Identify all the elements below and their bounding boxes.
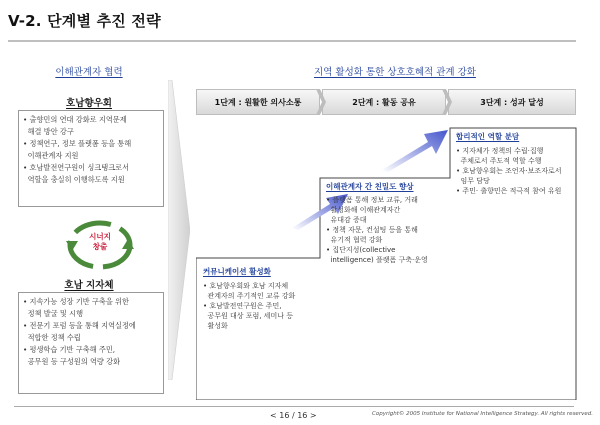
- copyright-text: Copyright© 2005 Institute for National Intelligence Strategy. All rights reserved.: [372, 411, 593, 417]
- step-3-bar: 3단계 : 성과 달성: [448, 89, 576, 115]
- stage-2-heading: 이해관계자 간 친밀도 향상: [326, 182, 414, 191]
- page-number: < 16 / 16 >: [270, 411, 317, 420]
- step-separator-icon: [316, 89, 326, 115]
- step-1-bar: 1단계 : 원활한 의사소통: [196, 89, 320, 115]
- bullet-text: 출향민의 연대 강화로 지역문제: [29, 115, 127, 124]
- bullet-text: 정책연구, 정보 플랫폼 등을 통해: [29, 139, 132, 148]
- bullet-text: 호남발전연구원은 주민,: [209, 302, 282, 310]
- stage-1-heading: 커뮤니케이션 활성화: [203, 267, 271, 276]
- bullet-text: 해결 방안 강구: [27, 127, 74, 136]
- bullet-text: 주체로서 주도적 역할 수행: [460, 157, 542, 165]
- bullet-text: 관계자의 주기적인 교류 강화: [207, 292, 296, 300]
- hometown-association-box: • 출향민의 연대 강화로 지역문제 해결 방안 강구 • 정책연구, 정보 플랫폼 등을 통해 이해관계자 지원 • 호남발전연구원이 싱크탱크로서 역할을 충실히 이행하도록 지원: [18, 110, 164, 207]
- bullet-text: 활성화해 이해관계자간: [330, 206, 401, 214]
- synergy-line1: 시너지: [89, 232, 111, 241]
- bullet-text: 공무원 대상 포럼, 세미나 등: [207, 312, 293, 320]
- stage-3-heading: 합리적인 역할 분담: [456, 132, 520, 141]
- bullet-text: 플랫폼 통해 정보 교류, 거래: [332, 196, 418, 204]
- local-government-box: • 지속가능 성장 기반 구축을 위한 정책 발굴 및 시행 • 전문기 포럼 등을 통해 지역실정에 적합한 정책 수립 • 평생학습 기반 구축해 주민, 공무원 등 구성원의 역량 강화: [18, 292, 164, 394]
- bullet-text: 지속가능 성장 기반 구축을 위한: [29, 297, 129, 306]
- synergy-line2: 창출: [92, 242, 108, 251]
- step-separator-icon: [442, 89, 452, 115]
- title-divider: [8, 40, 576, 42]
- bullet-text: 유대감 증대: [330, 216, 367, 224]
- bullet-text: 역할을 충실히 이행하도록 지원: [27, 175, 125, 184]
- local-government-title: 호남 지자체: [64, 280, 114, 291]
- bullet-text: 지자체가 정책의 수립·집행: [462, 147, 544, 155]
- bullet-text: 이해관계자 지원: [27, 151, 79, 160]
- stage-1-content: 커뮤니케이션 활성화 • 호남향우회와 호남 지자체 관계자의 주기적인 교류 강화 • 호남발전연구원은 주민, 공무원 대상 포럼, 세미나 등 활성화: [203, 266, 323, 331]
- bullet-text: 적합한 정책 수립: [27, 333, 81, 342]
- stakeholder-heading: 이해관계자 협력: [55, 67, 123, 78]
- bullet-text: 활성화: [207, 322, 228, 330]
- synergy-label: [80, 232, 120, 252]
- stage-3-content: 합리적인 역할 분담 • 지자체가 정책의 수립·집행 주체로서 주도적 역할 수행 • 호남향우회는 조언자·보조자로서 임무 담당 • 주민· 출향민은 적극적 참여 유원: [456, 131, 580, 196]
- hometown-association-title: 호남향우회: [66, 98, 112, 109]
- page-title: V-2. 단계별 추진 전략: [8, 12, 161, 30]
- bullet-text: 정책 자문, 컨설팅 등을 통해: [332, 226, 418, 234]
- bullet-text: 전문기 포럼 등을 통해 지역실정에: [29, 321, 136, 330]
- bullet-text: 집단지성(collective: [332, 246, 396, 254]
- bullet-text: 호남발전연구원이 싱크탱크로서: [29, 163, 130, 172]
- stage-2-content: 이해관계자 간 친밀도 향상 • 플랫폼 통해 정보 교류, 거래 활성화해 이해관계자간 유대감 증대 • 정책 자문, 컨설팅 등을 통해 유기적 협력 강화 • 집단지성(collective intelligence) 플랫폼 구축·운영: [326, 181, 450, 265]
- bullet-text: 임무 담당: [460, 177, 490, 185]
- bullet-text: 호남향우회와 호남 지자체: [209, 282, 289, 290]
- bullet-text: 정책 발굴 및 시행: [27, 309, 84, 318]
- chevron-right-icon: [168, 80, 190, 380]
- bullet-text: 유기적 협력 강화: [330, 236, 383, 244]
- bullet-text: 평생학습 기반 구축해 주민,: [29, 345, 116, 354]
- footer-divider: [14, 406, 574, 407]
- bullet-text: 호남향우회는 조언자·보조자로서: [462, 167, 562, 175]
- bullet-text: 주민· 출향민은 적극적 참여 유원: [462, 187, 562, 195]
- growth-arrow-icon: [380, 126, 450, 172]
- step-2-bar: 2단계 : 활동 공유: [322, 89, 446, 115]
- bullet-text: intelligence) 플랫폼 구축·운영: [330, 256, 428, 264]
- regional-activation-heading: 지역 활성화 통한 상호호혜적 관계 강화: [314, 67, 476, 78]
- bullet-text: 공무원 등 구성원의 역량 강화: [27, 357, 121, 366]
